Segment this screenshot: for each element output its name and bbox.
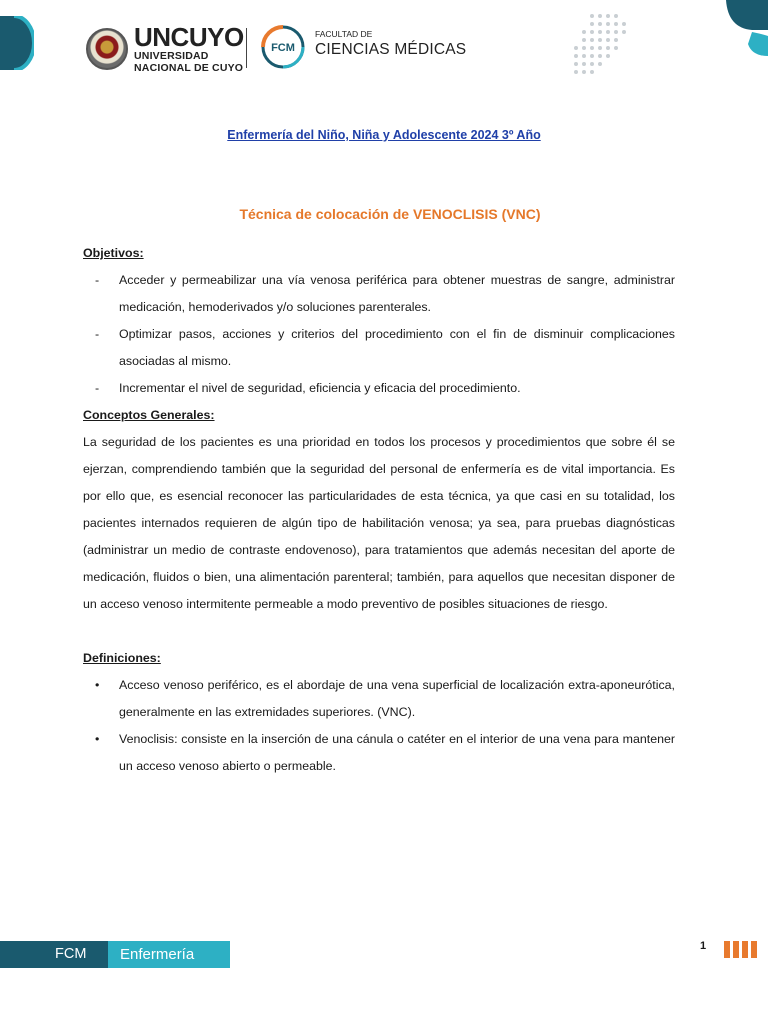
university-seal-icon xyxy=(86,28,128,70)
faculty-name xyxy=(315,30,466,57)
definition-text: Acceso venoso periférico, es el abordaje de una vena superficial de localización extra-aponeurótica, generalmente en las extremidades superiores. (VNC). xyxy=(119,678,675,719)
accent-bar xyxy=(742,941,748,958)
header-left-ornament xyxy=(0,16,34,70)
main-title: Técnica de colocación de VENOCLISIS (VNC) xyxy=(239,206,541,222)
university-name: UNCUYO xyxy=(134,22,244,52)
footer-fcm-label: FCM xyxy=(0,941,108,968)
dash-marker: - xyxy=(95,327,100,341)
header-right-ornament xyxy=(722,0,768,56)
faculty-line2: CIENCIAS MÉDICAS xyxy=(315,40,467,58)
general-concepts-heading: Conceptos Generales: xyxy=(83,408,215,422)
general-concepts-paragraph: La seguridad de los pacientes es una prioridad en todos los procesos y procedimientos que sobre él se ejerzan, comprendiendo también que la seguridad del personal de enfermería es de vital importancia. Es por ello que, es esencial reconocer las particularidades de esta técnica, ya que casi en su totalidad, los pacientes internados requieren de algún tipo de habilitación venosa; ya sea, para pruebas diagnósticas (administrar un medio de contraste endovenoso), para tratamientos que además necesitan del aporte de medicación, fluidos o bien, una alimentación parenteral; también, para aquellos que necesitan disponer de un acceso venoso intermitente permeable a modo preventivo de posibles situaciones de riesgo. xyxy=(83,435,675,611)
definitions-heading: Definiciones: xyxy=(83,651,161,665)
bullet-marker: • xyxy=(95,678,100,692)
list-item xyxy=(83,672,675,726)
dash-marker: - xyxy=(95,381,100,395)
objectives-list xyxy=(83,267,675,402)
bullet-marker: • xyxy=(95,732,100,746)
objective-text: Acceder y permeabilizar una vía venosa periférica para obtener muestras de sangre, administrar medicación, hemoderivados y/o soluciones parenterales. xyxy=(119,273,675,314)
accent-bar xyxy=(724,941,730,958)
objectives-heading: Objetivos: xyxy=(83,246,144,260)
list-item xyxy=(83,321,675,375)
logo-divider xyxy=(246,28,247,68)
definitions-list xyxy=(83,672,675,780)
fcm-badge-text: FCM xyxy=(271,42,295,54)
page-number: 1 xyxy=(700,940,707,952)
list-item xyxy=(83,375,675,402)
course-title xyxy=(0,128,768,142)
footer-enfermeria-label: Enfermería xyxy=(108,941,230,968)
course-title-text: Enfermería del Niño, Niña y Adolescente 2024 3º Año xyxy=(227,128,541,142)
footer-bars-ornament xyxy=(724,941,757,958)
faculty-line1: FACULTAD DE xyxy=(315,29,373,39)
dot-grid-ornament xyxy=(570,12,636,74)
accent-bar xyxy=(733,941,739,958)
document-body xyxy=(83,240,675,780)
footer-banner xyxy=(0,941,230,968)
university-line2: NACIONAL DE CUYO xyxy=(134,61,244,74)
objective-text: Incrementar el nivel de seguridad, eficiencia y eficacia del procedimiento. xyxy=(119,381,521,395)
uncuyo-logo xyxy=(86,24,244,73)
definition-text: Venoclisis: consiste en la inserción de una cánula o catéter en el interior de una vena para mantener un acceso venoso abierto o permeable. xyxy=(119,732,675,773)
list-item xyxy=(83,267,675,321)
objective-text: Optimizar pasos, acciones y criterios del procedimiento con el fin de disminuir complicaciones asociadas al mismo. xyxy=(119,327,675,368)
fcm-logo-icon xyxy=(260,24,306,70)
spacer xyxy=(83,618,675,645)
university-line1: UNIVERSIDAD xyxy=(134,50,209,62)
dash-marker: - xyxy=(95,273,100,287)
accent-bar xyxy=(751,941,757,958)
list-item xyxy=(83,726,675,780)
